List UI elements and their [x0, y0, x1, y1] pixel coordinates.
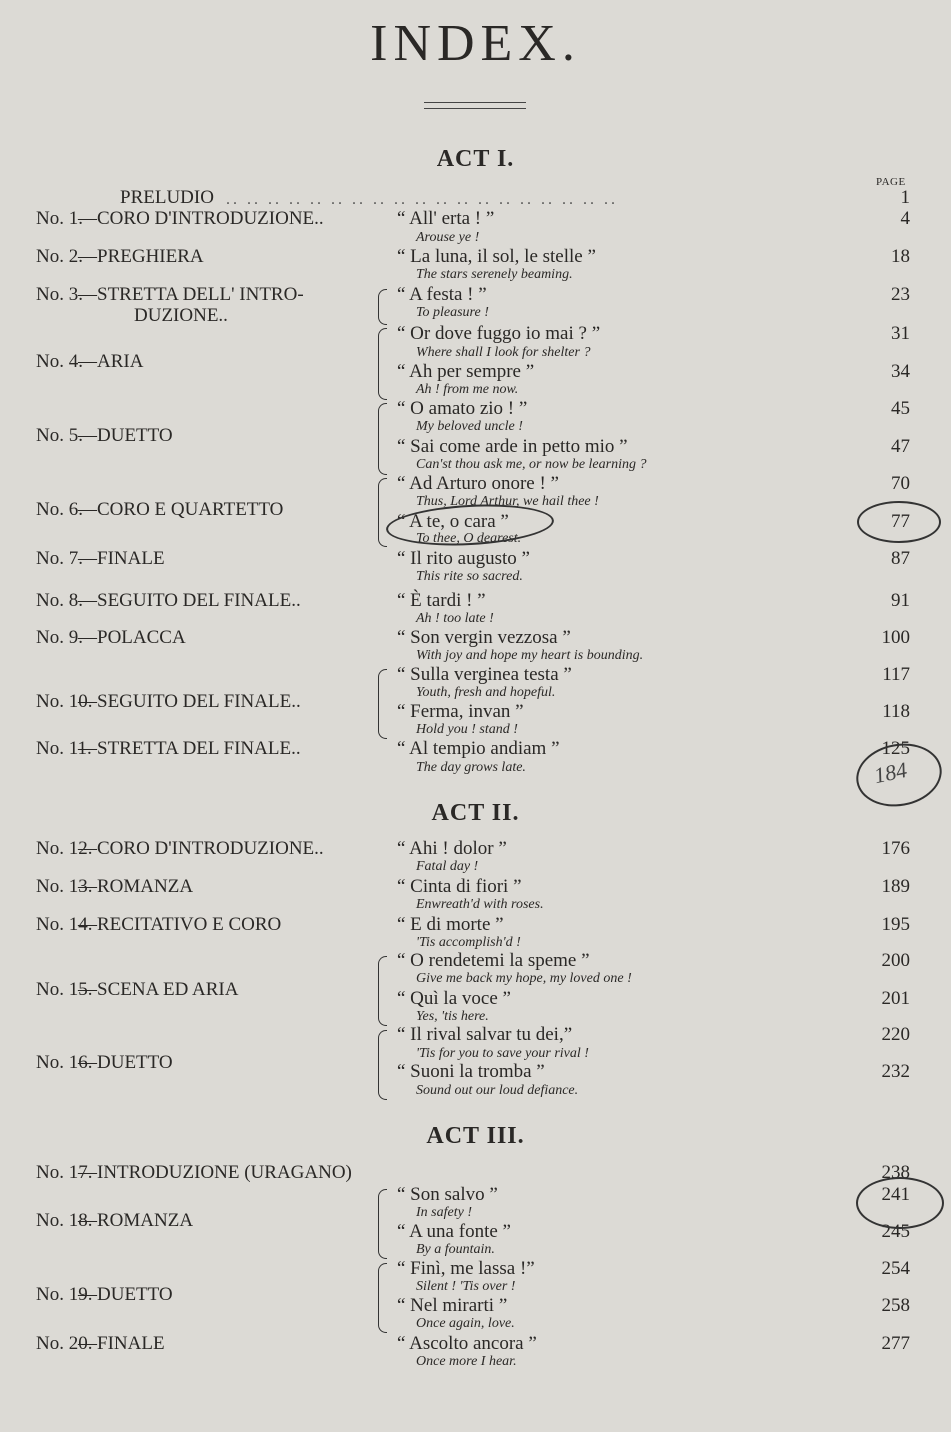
entry-title: —INTRODUZIONE (URAGANO)	[78, 1162, 352, 1183]
entry-title: —FINALE	[78, 1333, 165, 1354]
entry-number: No. 3.	[36, 284, 83, 305]
leader-dots: .. .. .. .. .. .. .. .. .. .. .. .. .. .. .. .. .. .. ..	[226, 191, 618, 208]
entry-number: No. 9.	[36, 627, 83, 648]
act-heading: ACT II.	[431, 800, 520, 826]
entry-translation: This rite so sacred.	[416, 569, 523, 584]
page-number: 100	[881, 627, 910, 648]
entry-title: —CORO E QUARTETTO	[78, 499, 284, 520]
entry-translation: 'Tis for you to save your rival !	[416, 1046, 589, 1061]
entry-quote: “ Il rival salvar tu dei,”	[397, 1024, 573, 1045]
brace	[378, 1030, 387, 1100]
pencil-circle	[856, 1177, 944, 1229]
pencil-note: 184	[871, 756, 910, 789]
title-rule	[424, 102, 526, 103]
entry-number: No. 13.	[36, 876, 93, 897]
page-number: 195	[881, 914, 910, 935]
entry-translation: Give me back my hope, my loved one !	[416, 971, 632, 986]
entry-quote: “ Ah per sempre ”	[397, 361, 535, 382]
page-number: 220	[881, 1024, 910, 1045]
entry-translation: Arouse ye !	[416, 230, 480, 245]
entry-title: —STRETTA DEL FINALE..	[78, 738, 301, 759]
page-number: 258	[881, 1295, 910, 1316]
entry-quote: “ Finì, me lassa !”	[397, 1258, 535, 1279]
page-number: 117	[882, 664, 910, 685]
entry-number: No. 7.	[36, 548, 83, 569]
brace	[378, 289, 387, 325]
pencil-circle	[385, 501, 555, 550]
entry-quote: “ È tardi ! ”	[397, 590, 486, 611]
entry-quote: “ Al tempio andiam ”	[397, 738, 560, 759]
entry-title: —ROMANZA	[78, 876, 194, 897]
page-number: 200	[881, 950, 910, 971]
title-rule	[424, 108, 526, 109]
page-number: 118	[882, 701, 910, 722]
entry-number: No. 15.	[36, 979, 93, 1000]
entry-number: No. 20.	[36, 1333, 93, 1354]
entry-translation: Once more I hear.	[416, 1354, 517, 1369]
page-number: 277	[881, 1333, 910, 1354]
entry-translation: To thee, O dearest.	[416, 531, 522, 546]
entry-title: —DUETTO	[78, 1284, 173, 1305]
entry-quote: “ Il rito augusto ”	[397, 548, 530, 569]
entry-quote: “ La luna, il sol, le stelle ”	[397, 246, 596, 267]
entry-quote: “ Son vergin vezzosa ”	[397, 627, 571, 648]
page-number: 232	[881, 1061, 910, 1082]
entry-translation: The day grows late.	[416, 760, 526, 775]
entry-quote: “ Ad Arturo onore ! ”	[397, 473, 559, 494]
entry-translation: Ah ! too late !	[416, 611, 494, 626]
entry-title: —CORO D'INTRODUZIONE..	[78, 208, 324, 229]
brace	[378, 669, 387, 739]
page-number: 201	[881, 988, 910, 1009]
entry-number: No. 6.	[36, 499, 83, 520]
entry-translation: 'Tis accomplish'd !	[416, 935, 521, 950]
entry-title: —CORO D'INTRODUZIONE..	[78, 838, 324, 859]
pencil-circle	[857, 501, 941, 543]
page-number: 31	[891, 323, 910, 344]
entry-translation: My beloved uncle !	[416, 419, 523, 434]
entry-number: No. 11.	[36, 738, 92, 759]
page-number: 4	[900, 208, 910, 229]
entry-quote: “ E di morte ”	[397, 914, 504, 935]
entry-title: —RECITATIVO E CORO	[78, 914, 282, 935]
entry-number: No. 2.	[36, 246, 83, 267]
entry-number: No. 4.	[36, 351, 83, 372]
entry-title: —DUETTO	[78, 1052, 173, 1073]
entry-number: No. 1.	[36, 208, 83, 229]
act-heading: ACT III.	[426, 1123, 525, 1149]
entry-quote: “ Ascolto ancora ”	[397, 1333, 537, 1354]
entry-translation: Enwreath'd with roses.	[416, 897, 544, 912]
entry-quote: “ Ferma, invan ”	[397, 701, 524, 722]
brace	[378, 403, 387, 475]
brace	[378, 478, 387, 547]
entry-title: —SEGUITO DEL FINALE..	[78, 590, 301, 611]
entry-translation: With joy and hope my heart is bounding.	[416, 648, 644, 663]
page-number: 245	[881, 1221, 910, 1242]
entry-quote: “ Son salvo ”	[397, 1184, 498, 1205]
entry-translation: Fatal day !	[416, 859, 479, 874]
entry-quote: “ Quì la voce ”	[397, 988, 511, 1009]
page-number: 87	[891, 548, 910, 569]
entry-title: —FINALE	[78, 548, 165, 569]
entry-number: No. 10.	[36, 691, 93, 712]
entry-number: No. 12.	[36, 838, 93, 859]
entry-quote: “ Cinta di fiori ”	[397, 876, 522, 897]
entry-quote: “ A una fonte ”	[397, 1221, 511, 1242]
entry-title: —STRETTA DELL' INTRO-	[78, 284, 304, 305]
entry-quote: “ Sulla verginea testa ”	[397, 664, 572, 685]
entry-number: No. 17.	[36, 1162, 93, 1183]
entry-quote: “ Ahi ! dolor ”	[397, 838, 507, 859]
page-number: 70	[891, 473, 910, 494]
entry-translation: Ah ! from me now.	[416, 382, 519, 397]
page-number: 1	[900, 187, 910, 208]
page-column-header: PAGE	[876, 176, 906, 188]
entry-title: —POLACCA	[78, 627, 186, 648]
page-title: INDEX.	[370, 15, 581, 72]
entry-title: —ARIA	[78, 351, 144, 372]
entry-quote: “ Or dove fuggo io mai ? ”	[397, 323, 601, 344]
entry-title: —SCENA ED ARIA	[78, 979, 239, 1000]
entry-translation: Hold you ! stand !	[416, 722, 518, 737]
brace	[378, 1263, 387, 1333]
page-number: 238	[881, 1162, 910, 1183]
entry-quote: “ Nel mirarti ”	[397, 1295, 508, 1316]
entry-translation: Once again, love.	[416, 1316, 515, 1331]
entry-number: No. 16.	[36, 1052, 93, 1073]
page-number: 23	[891, 284, 910, 305]
entry-translation: Youth, fresh and hopeful.	[416, 685, 556, 700]
entry-translation: By a fountain.	[416, 1242, 495, 1257]
entry-title: —ROMANZA	[78, 1210, 194, 1231]
brace	[378, 1189, 387, 1259]
entry-number: No. 8.	[36, 590, 83, 611]
entry-title: —PREGHIERA	[78, 246, 204, 267]
entry-translation: To pleasure !	[416, 305, 489, 320]
page-number: 91	[891, 590, 910, 611]
entry-title: —DUETTO	[78, 425, 173, 446]
entry-number: No. 18.	[36, 1210, 93, 1231]
act-heading: ACT I.	[436, 146, 515, 172]
entry-quote: “ Suoni la tromba ”	[397, 1061, 545, 1082]
entry-translation: In safety !	[416, 1205, 472, 1220]
preludio-title: PRELUDIO	[120, 187, 214, 208]
entry-quote: “ A festa ! ”	[397, 284, 487, 305]
page-number: 189	[881, 876, 910, 897]
page-number: 34	[891, 361, 910, 382]
entry-translation: Sound out our loud defiance.	[416, 1083, 579, 1098]
entry-quote: “ O rendetemi la speme ”	[397, 950, 590, 971]
entry-number: No. 14.	[36, 914, 93, 935]
entry-translation: Thus, Lord Arthur, we hail thee !	[416, 494, 599, 509]
page-number: 47	[891, 436, 910, 457]
entry-translation: The stars serenely beaming.	[416, 267, 573, 282]
page-number: 241	[881, 1184, 910, 1205]
entry-number: No. 19.	[36, 1284, 93, 1305]
page-number: 18	[891, 246, 910, 267]
brace	[378, 956, 387, 1026]
entry-quote: “ Sai come arde in petto mio ”	[397, 436, 628, 457]
entry-quote: “ O amato zio ! ”	[397, 398, 528, 419]
entry-translation: Can'st thou ask me, or now be learning ?	[416, 457, 647, 472]
entry-translation: Where shall I look for shelter ?	[416, 345, 591, 360]
brace	[378, 328, 387, 400]
entry-number: No. 5.	[36, 425, 83, 446]
entry-quote: “ All' erta ! ”	[397, 208, 495, 229]
page-number: 45	[891, 398, 910, 419]
page-number: 77	[891, 511, 910, 532]
entry-title-continued: DUZIONE..	[134, 305, 228, 326]
page-number: 176	[881, 838, 910, 859]
entry-quote: “ A te, o cara ”	[397, 511, 509, 532]
page-number: 254	[881, 1258, 910, 1279]
entry-title: —SEGUITO DEL FINALE..	[78, 691, 301, 712]
entry-translation: Silent ! 'Tis over !	[416, 1279, 516, 1294]
entry-translation: Yes, 'tis here.	[416, 1009, 489, 1024]
page-number: 125	[881, 738, 910, 759]
